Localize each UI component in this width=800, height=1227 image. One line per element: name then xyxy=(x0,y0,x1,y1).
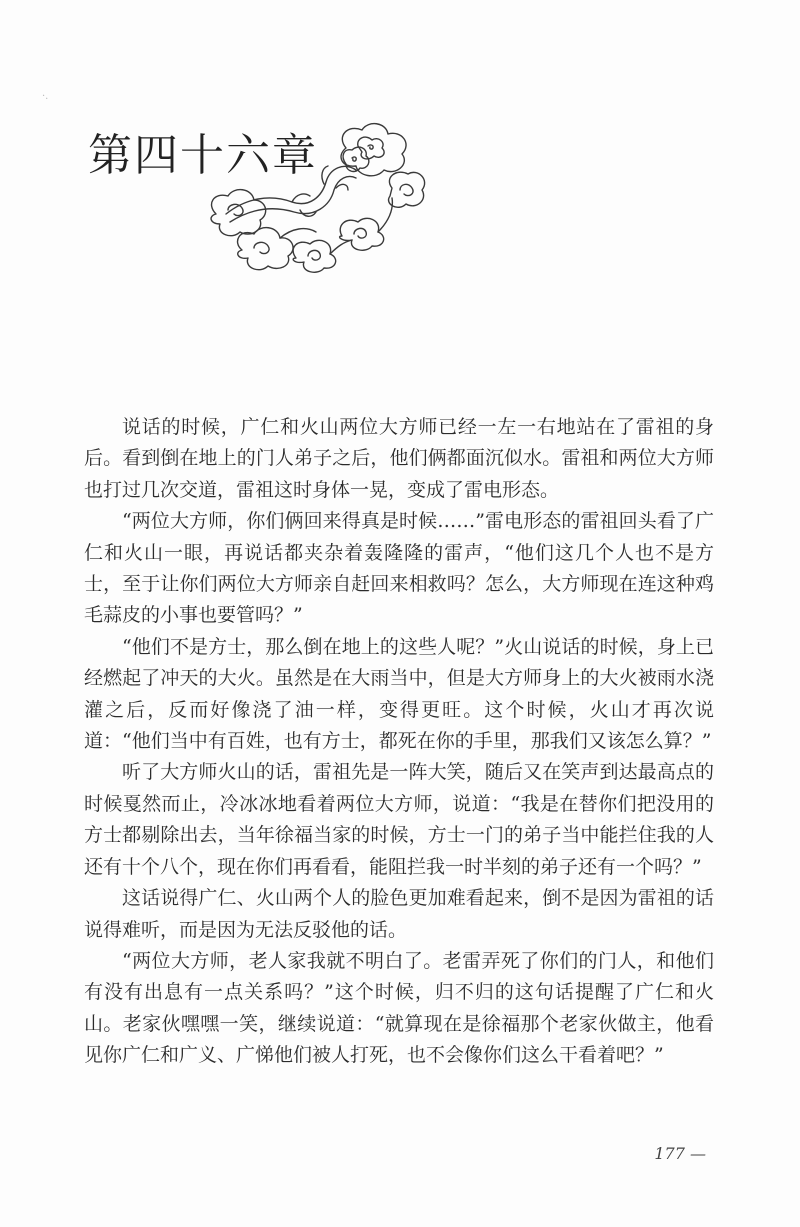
paragraph: 这话说得广仁、火山两个人的脸色更加难看起来，倒不是因为雷祖的话说得难听，而是因为无法反驳他的话。 xyxy=(84,887,714,941)
paragraph: 说话的时候，广仁和火山两位大方师已经一左一右地站在了雷祖的身后。看到倒在地上的门人弟子之后，他们俩都面沉似水。雷祖和两位大方师也打过几次交道，雷祖这时身体一晃，变成了雷电形态。 xyxy=(84,416,714,501)
paragraph: “两位大方师，老人家我就不明白了。老雷弄死了你们的门人，和他们有没有出息有一点关系吗？”这个时候，归不归的这句话提醒了广仁和火山。老家伙嘿嘿一笑，继续说道：“就算现在是徐福那个老家伙做主，他看见你广仁和广义、广悌他们被人打死，也不会像你们这么干看着吧？” xyxy=(84,949,714,1067)
chapter-body xyxy=(84,412,714,1072)
paragraph: “他们不是方士，那么倒在地上的这些人呢？”火山说话的时候，身上已经燃起了冲天的大火。虽然是在大雨当中，但是大方师身上的大火被雨水浇灌之后，反而好像浇了油一样，变得更旺。这个时候，火山才再次说道：“他们当中有百姓，也有方士，都死在你的手里，那我们又该怎么算？” xyxy=(84,635,714,753)
page-number: 177 — xyxy=(654,1144,706,1163)
paragraph: 听了大方师火山的话，雷祖先是一阵大笑，随后又在笑声到达最高点的时候戛然而止，冷冰冰地看着两位大方师，说道：“我是在替你们把没用的方士都剔除出去，当年徐福当家的时候，方士一门的弟子当中能拦住我的人还有十个八个，现在你们再看看，能阻拦我一时半刻的弟子还有一个吗？” xyxy=(84,761,714,878)
paragraph: “两位大方师，你们俩回来得真是时候……”雷电形态的雷祖回头看了广仁和火山一眼，再说话都夹杂着轰隆隆的雷声，“他们这几个人也不是方士，至于让你们两位大方师亲自赶回来相救吗？怎么，大方师现在连这种鸡毛蒜皮的小事也要管吗？” xyxy=(84,510,714,627)
scan-speck: ·. xyxy=(42,91,49,102)
chapter-title: 第四十六章 xyxy=(88,130,318,181)
auspicious-cloud-dragon-icon xyxy=(196,118,432,278)
